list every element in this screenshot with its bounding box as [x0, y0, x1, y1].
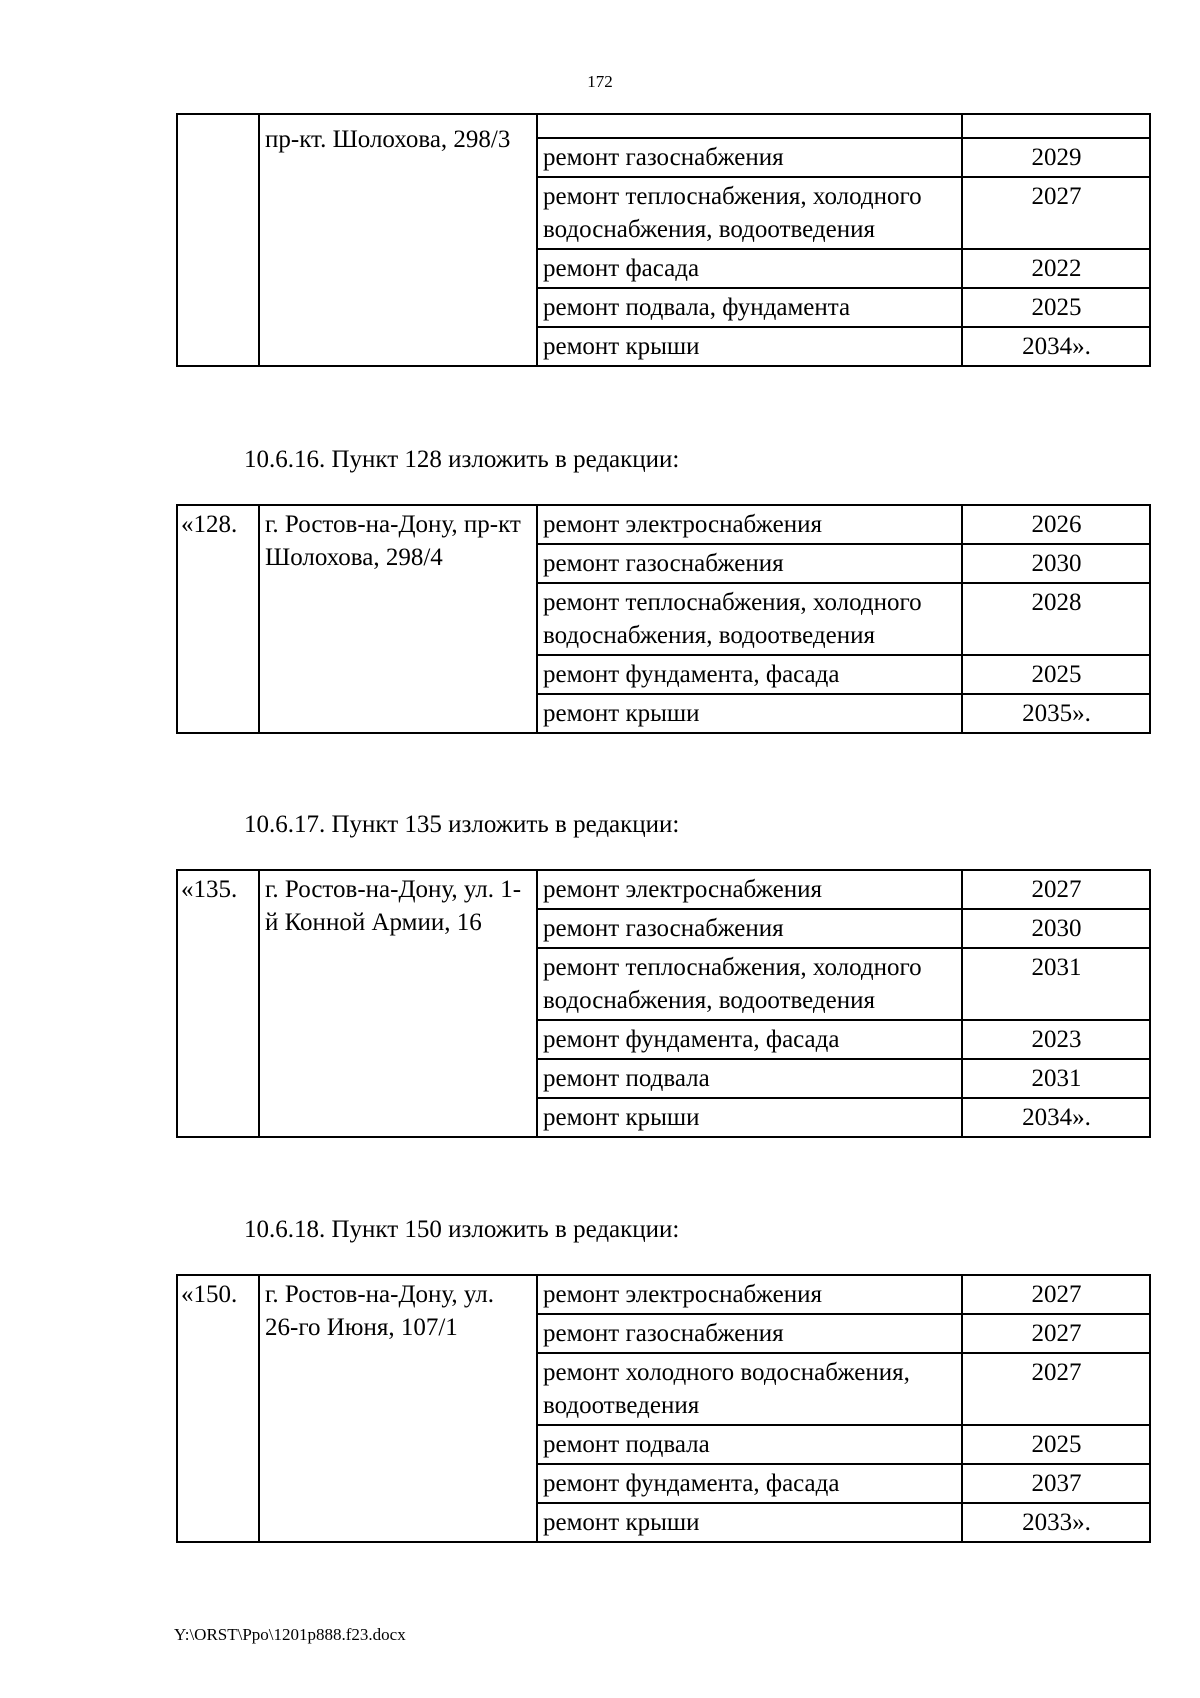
work-cell: ремонт теплоснабжения, холодного водоснабжения, водоотведения — [537, 583, 962, 655]
work-cell: ремонт крыши — [537, 1503, 962, 1542]
work-cell: ремонт газоснабжения — [537, 138, 962, 177]
work-cell: ремонт подвала — [537, 1425, 962, 1464]
work-cell: ремонт газоснабжения — [537, 1314, 962, 1353]
address-cell: пр-кт. Шолохова, 298/3 — [259, 114, 537, 366]
year-cell — [962, 114, 1150, 138]
work-cell: ремонт подвала — [537, 1059, 962, 1098]
work-cell: ремонт электроснабжения — [537, 870, 962, 909]
repair-table-continuation — [176, 113, 1151, 367]
year-cell: 2025 — [962, 288, 1150, 327]
work-cell — [537, 114, 962, 138]
paragraph-item-135: 10.6.17. Пункт 135 изложить в редакции: — [244, 811, 680, 838]
work-cell: ремонт подвала, фундамента — [537, 288, 962, 327]
year-cell: 2033». — [962, 1503, 1150, 1542]
item-number-cell — [177, 114, 259, 366]
year-cell: 2030 — [962, 544, 1150, 583]
work-cell: ремонт холодного водоснабжения, водоотведения — [537, 1353, 962, 1425]
year-cell: 2031 — [962, 1059, 1150, 1098]
year-cell: 2025 — [962, 1425, 1150, 1464]
address-cell: г. Ростов-на-Дону, ул. 26-го Июня, 107/1 — [259, 1275, 537, 1542]
work-cell: ремонт крыши — [537, 694, 962, 733]
repair-table-150 — [176, 1274, 1151, 1543]
year-cell: 2027 — [962, 1314, 1150, 1353]
item-number-cell: «128. — [177, 505, 259, 733]
year-cell: 2030 — [962, 909, 1150, 948]
address-cell: г. Ростов-на-Дону, пр-кт Шолохова, 298/4 — [259, 505, 537, 733]
work-cell: ремонт теплоснабжения, холодного водоснабжения, водоотведения — [537, 948, 962, 1020]
year-cell: 2027 — [962, 870, 1150, 909]
year-cell: 2027 — [962, 1353, 1150, 1425]
work-cell: ремонт крыши — [537, 327, 962, 366]
repair-table-128 — [176, 504, 1151, 734]
year-cell: 2035». — [962, 694, 1150, 733]
item-number-cell: «135. — [177, 870, 259, 1137]
year-cell: 2034». — [962, 327, 1150, 366]
year-cell: 2022 — [962, 249, 1150, 288]
year-cell: 2029 — [962, 138, 1150, 177]
year-cell: 2025 — [962, 655, 1150, 694]
page-number: 172 — [587, 72, 613, 91]
work-cell: ремонт фундамента, фасада — [537, 1020, 962, 1059]
work-cell: ремонт газоснабжения — [537, 909, 962, 948]
paragraph-item-128: 10.6.16. Пункт 128 изложить в редакции: — [244, 446, 680, 473]
work-cell: ремонт электроснабжения — [537, 505, 962, 544]
year-cell: 2023 — [962, 1020, 1150, 1059]
year-cell: 2027 — [962, 1275, 1150, 1314]
work-cell: ремонт газоснабжения — [537, 544, 962, 583]
year-cell: 2028 — [962, 583, 1150, 655]
work-cell: ремонт фундамента, фасада — [537, 655, 962, 694]
work-cell: ремонт фундамента, фасада — [537, 1464, 962, 1503]
year-cell: 2027 — [962, 177, 1150, 249]
paragraph-item-150: 10.6.18. Пункт 150 изложить в редакции: — [244, 1216, 680, 1243]
year-cell: 2034». — [962, 1098, 1150, 1137]
work-cell: ремонт теплоснабжения, холодного водоснабжения, водоотведения — [537, 177, 962, 249]
work-cell: ремонт фасада — [537, 249, 962, 288]
work-cell: ремонт крыши — [537, 1098, 962, 1137]
item-number-cell: «150. — [177, 1275, 259, 1542]
repair-table-135 — [176, 869, 1151, 1138]
work-cell: ремонт электроснабжения — [537, 1275, 962, 1314]
year-cell: 2026 — [962, 505, 1150, 544]
year-cell: 2037 — [962, 1464, 1150, 1503]
address-cell: г. Ростов-на-Дону, ул. 1-й Конной Армии, 16 — [259, 870, 537, 1137]
footer-file-path: Y:\ORST\Ppo\1201p888.f23.docx — [174, 1625, 406, 1644]
year-cell: 2031 — [962, 948, 1150, 1020]
